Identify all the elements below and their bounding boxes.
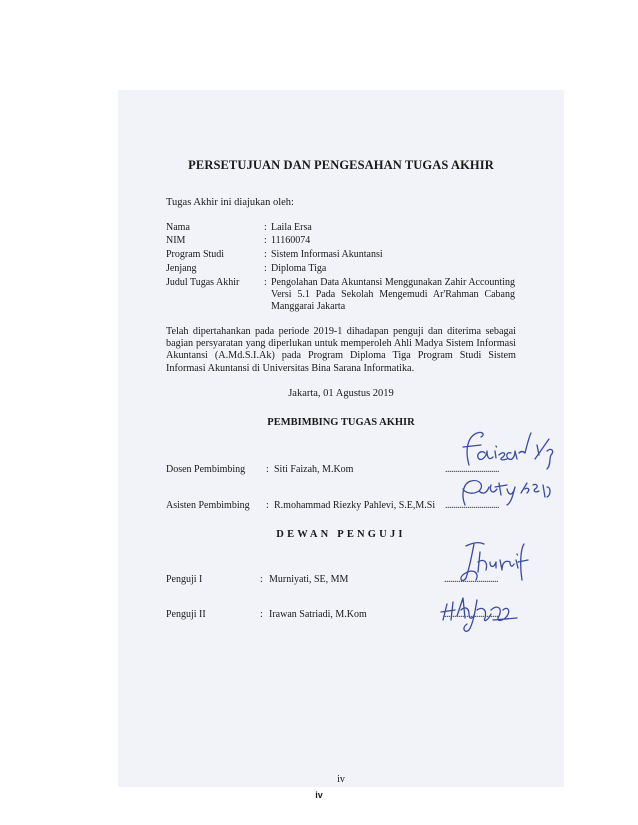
field-value-nim: 11160074 xyxy=(271,235,311,246)
asisten-pembimbing-label: Asisten Pembimbing xyxy=(166,500,250,511)
field-colon: : xyxy=(264,235,267,246)
field-label-program-studi: Program Studi xyxy=(166,249,225,260)
asisten-pembimbing-name: R.mohammad Riezky Pahlevi, S.E,M.Si xyxy=(274,500,436,511)
dewan-penguji-heading: DEWAN PENGUJI xyxy=(276,529,406,540)
signature-line: ........................... xyxy=(444,609,498,620)
signature-penguji-1 xyxy=(440,538,540,586)
penguji-2-label: Penguji II xyxy=(166,609,206,620)
field-label-nama: Nama xyxy=(166,222,190,233)
field-colon: : xyxy=(266,464,269,475)
field-label-nim: NIM xyxy=(166,235,186,246)
penguji-1-label: Penguji I xyxy=(166,574,203,585)
footer-page-number: iv xyxy=(315,790,323,800)
field-colon: : xyxy=(264,222,267,233)
dosen-pembimbing-label: Dosen Pembimbing xyxy=(166,464,246,475)
signature-line: ........................... xyxy=(445,500,499,511)
pembimbing-heading: PEMBIMBING TUGAS AKHIR xyxy=(267,417,415,428)
signature-dosen-pembimbing xyxy=(455,425,565,475)
penguji-1-name: Murniyati, SE, MM xyxy=(269,574,349,585)
page-title: PERSETUJUAN DAN PENGESAHAN TUGAS AKHIR xyxy=(188,158,494,172)
field-colon: : xyxy=(260,609,263,620)
field-colon: : xyxy=(264,277,267,288)
signature-penguji-2 xyxy=(433,590,523,634)
signature-line: ........................... xyxy=(444,574,498,585)
field-colon: : xyxy=(264,263,267,274)
field-value-program-studi: Sistem Informasi Akuntansi xyxy=(271,249,383,260)
field-colon: : xyxy=(264,249,267,260)
field-colon: : xyxy=(260,574,263,585)
page-number: iv xyxy=(337,774,345,785)
dosen-pembimbing-name: Siti Faizah, M.Kom xyxy=(274,464,354,475)
field-value-nama: Laila Ersa xyxy=(271,222,312,233)
signature-line: ........................... xyxy=(445,464,499,475)
field-label-judul: Judul Tugas Akhir xyxy=(166,277,240,288)
field-label-jenjang: Jenjang xyxy=(166,263,197,274)
intro-text: Tugas Akhir ini diajukan oleh: xyxy=(166,197,294,208)
field-value-judul: Pengolahan Data Akuntansi Menggunakan Zahir Accounting Versi 5.1 Pada Sekolah Mengemudi Ar'Rahman Cabang Manggarai Jakarta xyxy=(271,277,515,313)
place-date: Jakarta, 01 Agustus 2019 xyxy=(288,388,394,399)
signature-asisten-pembimbing xyxy=(455,475,555,509)
penguji-2-name: Irawan Satriadi, M.Kom xyxy=(269,609,367,620)
field-colon: : xyxy=(266,500,269,511)
field-value-jenjang: Diploma Tiga xyxy=(271,263,327,274)
approval-paragraph: Telah dipertahankan pada periode 2019-1 dihadapan penguji dan diterima sebagai bagian persyaratan yang diperlukan untuk memperoleh Ahli Madya Sistem Informasi Akuntansi (A.Md.S.I.Ak) pada Program Diploma Tiga Program Studi Sistem Informasi Akuntansi di Universitas Bina Sarana Informatika. xyxy=(166,326,516,374)
